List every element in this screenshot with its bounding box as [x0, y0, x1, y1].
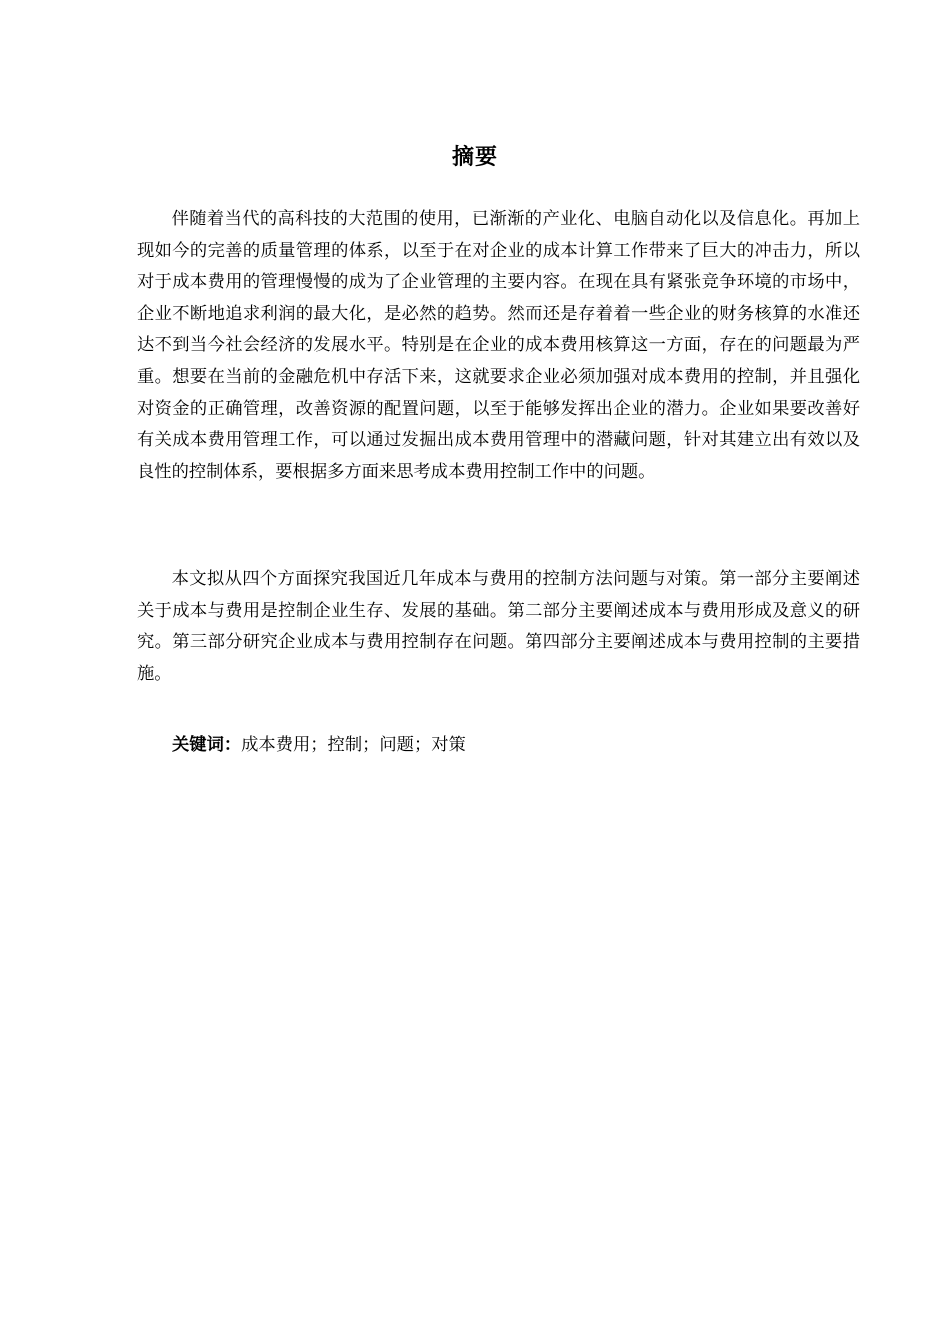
- keywords-value: 成本费用；控制；问题；对策: [241, 735, 466, 755]
- keywords-label: 关键词：: [172, 735, 242, 755]
- page-title: 摘要: [451, 145, 498, 170]
- keywords-line: [172, 730, 466, 762]
- abstract-paragraph-1: 伴随着当代的高科技的大范围的使用，已渐渐的产业化、电脑自动化以及信息化。再加上现如今的完善的质量管理的体系，以至于在对企业的成本计算工作带来了巨大的冲击力，所以对于成本费用的管理慢慢的成为了企业管理的主要内容。在现在具有紧张竞争环境的市场中，企业不断地追求利润的最大化，是必然的趋势。然而还是存着着一些企业的财务核算的水准还达不到当今社会经济的发展水平。特别是在企业的成本费用核算这一方面，存在的问题最为严重。想要在当前的金融危机中存活下来，这就要求企业必须加强对成本费用的控制，并且强化对资金的正确管理，改善资源的配置问题，以至于能够发挥出企业的潜力。企业如果要改善好有关成本费用管理工作，可以通过发掘出成本费用管理中的潜藏问题，针对其建立出有效以及良性的控制体系，要根据多方面来思考成本费用控制工作中的问题。: [137, 209, 860, 482]
- abstract-paragraph-2: 本文拟从四个方面探究我国近几年成本与费用的控制方法问题与对策。第一部分主要阐述关于成本与费用是控制企业生存、发展的基础。第二部分主要阐述成本与费用形成及意义的研究。第三部分研究企业成本与费用控制存在问题。第四部分主要阐述成本与费用控制的主要措施。: [137, 569, 860, 684]
